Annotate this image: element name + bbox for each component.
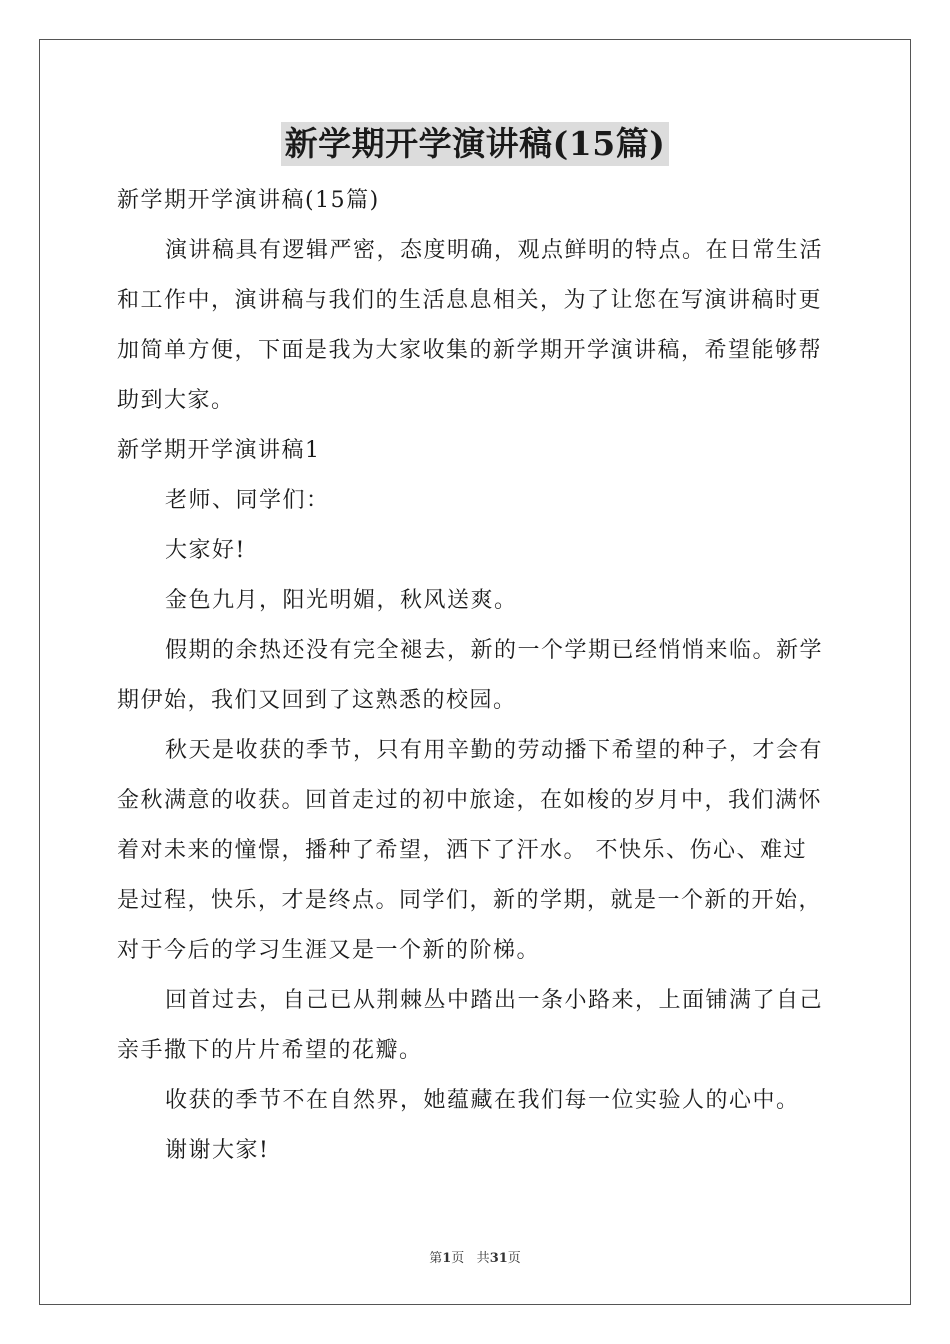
body-line: 回首过去，自己已从荆棘丛中踏出一条小路来，上面铺满了自己 [165, 988, 824, 1013]
body-line: 秋天是收获的季节，只有用辛勤的劳动播下希望的种子，才会有 [165, 738, 824, 763]
page-prefix: 第 [429, 1251, 443, 1266]
body-line: 助到大家。 [117, 388, 235, 413]
document-title: 新学期开学演讲稿(15篇) [281, 122, 670, 166]
page-suffix: 页 [451, 1251, 465, 1266]
body-line: 老师、同学们： [165, 488, 330, 513]
body-line: 期伊始，我们又回到了这熟悉的校园。 [117, 688, 517, 713]
body-line: 着对未来的憧憬，播种了希望，洒下了汗水。 不快乐、伤心、难过 [117, 838, 807, 863]
body-line: 大家好! [165, 538, 246, 563]
document-body [117, 176, 835, 1176]
body-line: 亲手撒下的片片希望的花瓣。 [117, 1038, 423, 1063]
body-line: 演讲稿具有逻辑严密，态度明确，观点鲜明的特点。在日常生活 [165, 238, 824, 263]
body-line: 对于今后的学习生涯又是一个新的阶梯。 [117, 938, 541, 963]
title-container [0, 122, 950, 166]
body-line: 金秋满意的收获。回首走过的初中旅途，在如梭的岁月中，我们满怀 [117, 788, 823, 813]
body-line: 新学期开学演讲稿(15篇) [117, 188, 380, 213]
page-number: 1 [442, 1251, 452, 1266]
section-heading: 新学期开学演讲稿1 [117, 438, 321, 463]
total-suffix: 页 [507, 1251, 521, 1266]
page-footer [0, 1247, 950, 1266]
total-pages: 31 [489, 1251, 508, 1266]
body-line: 金色九月，阳光明媚，秋风送爽。 [165, 588, 518, 613]
body-line: 和工作中，演讲稿与我们的生活息息相关，为了让您在写演讲稿时更 [117, 288, 823, 313]
body-line: 加简单方便，下面是我为大家收集的新学期开学演讲稿，希望能够帮 [117, 338, 823, 363]
body-line: 收获的季节不在自然界，她蕴藏在我们每一位实验人的心中。 [165, 1088, 800, 1113]
body-line: 假期的余热还没有完全褪去，新的一个学期已经悄悄来临。新学 [165, 638, 824, 663]
body-line: 是过程，快乐，才是终点。同学们，新的学期，就是一个新的开始， [117, 888, 823, 913]
total-prefix: 共 [476, 1251, 490, 1266]
body-line: 谢谢大家! [165, 1138, 270, 1163]
